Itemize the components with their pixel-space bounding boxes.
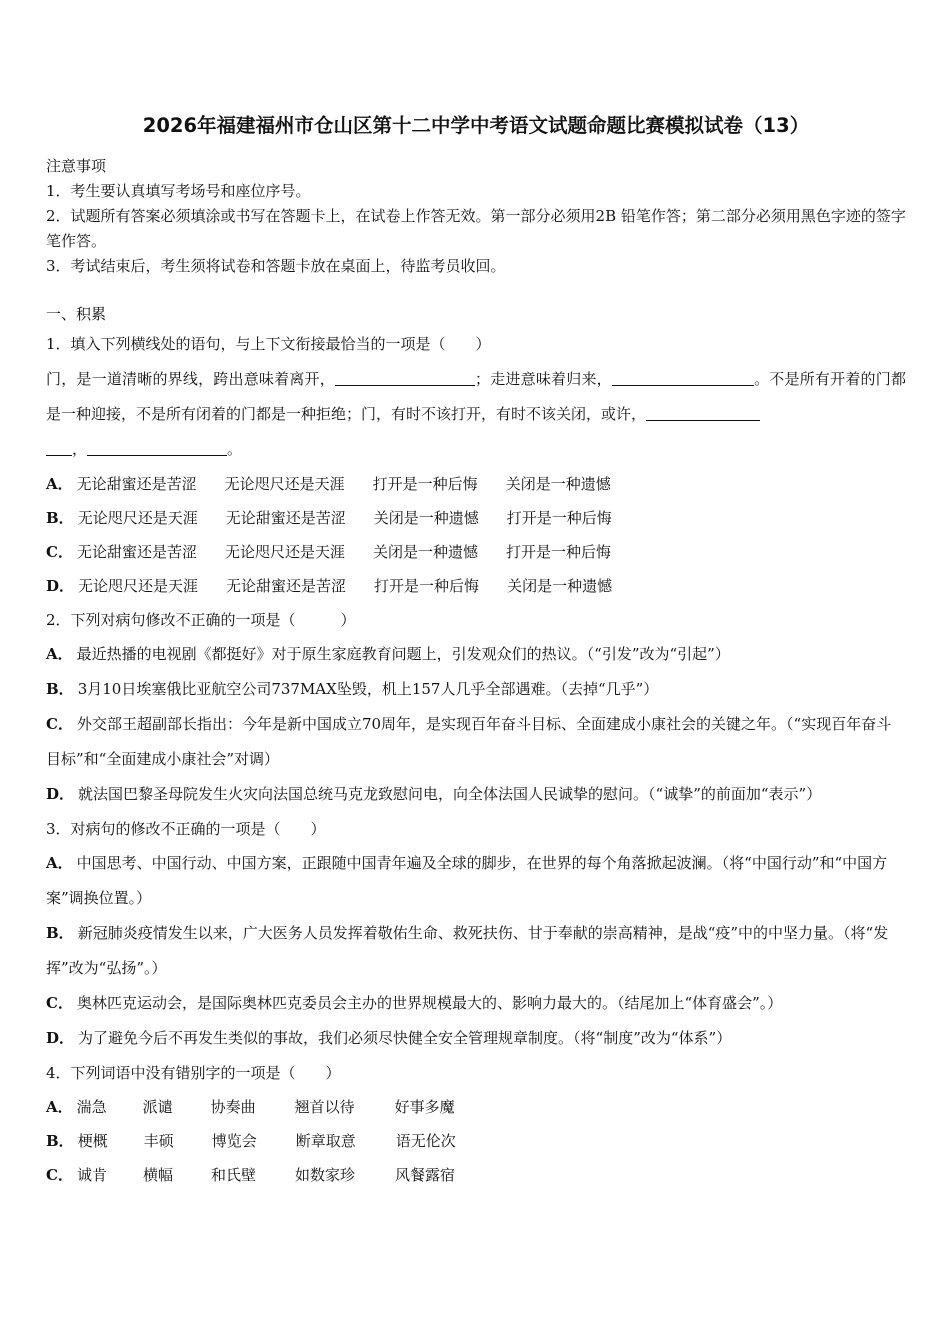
option-text: 奥林匹克运动会，是国际奥林匹克委员会主办的世界规模最大的、影响力最大的。（结尾加上“体育盛会”。）: [76, 994, 783, 1012]
option-letter: B．: [46, 924, 74, 942]
answer-blank: [335, 369, 475, 386]
passage-text: ；走进意味着归来，: [474, 370, 612, 388]
option-part: 无论甜蜜还是苦涩: [76, 543, 197, 561]
option-letter: C．: [46, 715, 73, 733]
option-letter: B．: [46, 680, 74, 698]
option-part: 无论咫尺还是天涯: [224, 543, 345, 561]
question-stem: 3．对病句的修改不正确的一项是（ ）: [46, 820, 326, 838]
option-letter: D．: [46, 1029, 75, 1047]
option-d[interactable]: [46, 569, 906, 603]
option-letter: A．: [46, 645, 73, 663]
option-letter: C．: [46, 1166, 73, 1184]
option-word: 和氏壁: [210, 1166, 256, 1184]
passage-text: 。: [227, 440, 243, 458]
option-word: 诚肯: [76, 1166, 107, 1184]
page-title: 2026年福建福州市仓山区第十二中学中考语文试题命题比赛模拟试卷（13）: [142, 114, 810, 137]
option-part: 关闭是一种遗憾: [373, 509, 479, 527]
option-d[interactable]: [46, 1021, 906, 1056]
option-text: 外交部王超副部长指出：今年是新中国成立70周年，是实现百年奋斗目标、全面建成小康社会的关键之年。（“实现百年奋斗目标”和“全面建成小康社会”对调）: [46, 715, 892, 768]
option-word: 协奏曲: [210, 1098, 256, 1116]
option-a[interactable]: [46, 637, 906, 672]
option-part: 无论甜蜜还是苦涩: [76, 475, 197, 493]
notice-heading: 注意事项: [46, 157, 107, 175]
option-part: 无论咫尺还是天涯: [77, 509, 198, 527]
option-part: 打开是一种后悔: [506, 543, 612, 561]
option-word: 风餐露宿: [394, 1166, 455, 1184]
option-word: 湍急: [76, 1098, 107, 1116]
question-1: [46, 331, 906, 603]
option-letter: B．: [46, 509, 74, 527]
option-part: 无论甜蜜还是苦涩: [226, 577, 347, 595]
question-stem: 4．下列词语中没有错别字的一项是（ ）: [46, 1064, 341, 1082]
option-word: 博览会: [211, 1132, 257, 1150]
option-letter: B．: [46, 1132, 74, 1150]
option-b[interactable]: [46, 916, 906, 986]
option-b[interactable]: [46, 672, 906, 707]
notice-section: [46, 154, 906, 279]
option-text: 最近热播的电视剧《都挺好》对于原生家庭教育问题上，引发观众们的热议。（“引发”改为“引起”）: [76, 645, 730, 663]
question-stem: 1．填入下列横线处的语句，与上下文衔接最恰当的一项是（ ）: [46, 335, 491, 353]
option-b[interactable]: [46, 501, 906, 535]
option-letter: A．: [46, 475, 73, 493]
option-part: 关闭是一种遗憾: [507, 577, 613, 595]
option-text: 中国思考、中国行动、中国方案，正跟随中国青年遍及全球的脚步，在世界的每个角落掀起波澜。（将“中国行动”和“中国方案”调换位置。）: [46, 854, 888, 907]
option-c[interactable]: [46, 707, 906, 777]
option-part: 关闭是一种遗憾: [372, 543, 478, 561]
answer-blank: [646, 404, 760, 421]
option-letter: D．: [46, 577, 75, 595]
option-letter: C．: [46, 994, 73, 1012]
question-stem: 2．下列对病句修改不正确的一项是（ ）: [46, 611, 356, 629]
passage-text: ，: [72, 440, 88, 458]
option-part: 无论咫尺还是天涯: [78, 577, 199, 595]
option-letter: A．: [46, 1098, 73, 1116]
option-word: 语无伦次: [395, 1132, 456, 1150]
option-text: 为了避免今后不再发生类似的事故，我们必须尽快健全安全管理规章制度。（将“制度”改为“体系”）: [78, 1029, 732, 1047]
passage-text: 。不是所有开着的门都是一种迎接，不是所有闭着的门都是一种拒绝；门，有时不该打开，有时不该关闭，或许，: [46, 370, 906, 423]
option-word: 如数家珍: [294, 1166, 355, 1184]
option-letter: C．: [46, 543, 73, 561]
notice-item: 3．考试结束后，考生须将试卷和答题卡放在桌面上，待监考员收回。: [46, 257, 506, 275]
option-c[interactable]: [46, 535, 906, 569]
answer-blank: [46, 439, 72, 456]
option-a[interactable]: [46, 846, 906, 916]
option-letter: D．: [46, 785, 75, 803]
option-a[interactable]: [46, 1090, 906, 1124]
option-b[interactable]: [46, 1124, 906, 1158]
option-d[interactable]: [46, 777, 906, 812]
option-letter: A．: [46, 854, 73, 872]
option-part: 无论甜蜜还是苦涩: [225, 509, 346, 527]
notice-item: 1．考生要认真填写考场号和座位序号。: [46, 182, 311, 200]
option-word: 横幅: [142, 1166, 173, 1184]
option-c[interactable]: [46, 1158, 906, 1192]
option-word: 梗概: [77, 1132, 108, 1150]
section-heading: 一、积累: [46, 305, 107, 323]
answer-blank: [612, 369, 754, 386]
option-a[interactable]: [46, 467, 906, 501]
option-part: 打开是一种后悔: [374, 577, 480, 595]
option-text: 新冠肺炎疫情发生以来，广大医务人员发挥着敬佑生命、救死扶伤、甘于奉献的崇高精神，是战“疫”中的中坚力量。（将“发挥”改为“弘扬”。）: [46, 924, 889, 977]
option-c[interactable]: [46, 986, 906, 1021]
question-4: [46, 1056, 906, 1192]
option-text: 就法国巴黎圣母院发生火灾向法国总统马克龙致慰问电，向全体法国人民诚挚的慰问。（“诚挚”的前面加“表示”）: [78, 785, 822, 803]
answer-blank: [87, 439, 227, 456]
question-3: [46, 812, 906, 1056]
option-part: 打开是一种后悔: [372, 475, 478, 493]
option-word: 派谴: [142, 1098, 173, 1116]
option-word: 丰硕: [143, 1132, 174, 1150]
option-part: 无论咫尺还是天涯: [224, 475, 345, 493]
question-2: [46, 603, 906, 812]
option-text: 3月10日埃塞俄比亚航空公司737MAX坠毁，机上157人几乎全部遇难。（去掉“几乎”）: [77, 680, 659, 698]
option-word: 好事多魔: [394, 1098, 455, 1116]
option-part: 关闭是一种遗憾: [505, 475, 611, 493]
option-word: 翘首以待: [294, 1098, 355, 1116]
exam-page: [46, 112, 906, 1192]
question-passage: [46, 362, 906, 467]
option-word: 断章取意: [295, 1132, 356, 1150]
notice-item: 2．试题所有答案必须填涂或书写在答题卡上，在试卷上作答无效。第一部分必须用2B 铅笔作答；第二部分必须用黑色字迹的签字笔作答。: [46, 207, 906, 250]
option-part: 打开是一种后悔: [506, 509, 612, 527]
passage-text: 门，是一道清晰的界线，跨出意味着离开，: [46, 370, 335, 388]
